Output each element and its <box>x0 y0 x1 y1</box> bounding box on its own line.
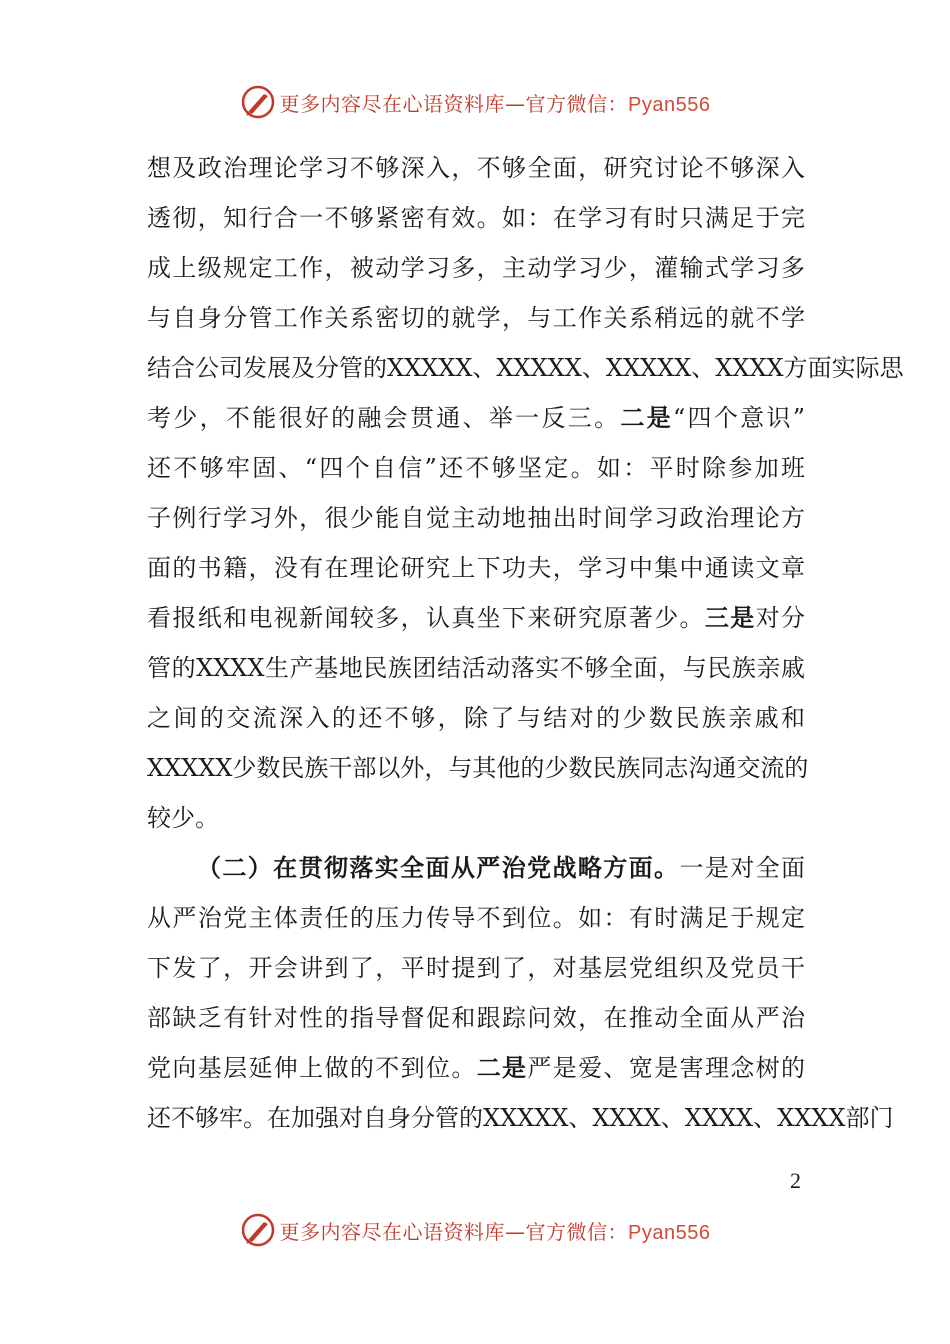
text-line: 还不够牢固、“四个自信”还不够坚定。如：平时除参加班 <box>147 454 805 482</box>
text-line: 较少。 <box>147 804 219 832</box>
banner-title: 更多内容尽在心语资料库—官方微信：Pyan556 <box>279 1219 711 1244</box>
text-line: 部缺乏有针对性的指导督促和跟踪问效，在推动全面从严治 <box>147 1004 805 1032</box>
text-line: 想及政治理论学习不够深入，不够全面，研究讨论不够深入 <box>147 154 805 182</box>
text-line: 看报纸和电视新闻较多，认真坐下来研究原著少。三是对分 <box>147 603 806 632</box>
emphasis-text: 二是 <box>620 403 673 432</box>
section-heading: （二）在贯彻落实全面从严治党战略方面。 <box>197 853 680 882</box>
text-line: 下发了，开会讲到了，平时提到了，对基层党组织及党员干 <box>147 954 805 982</box>
text-line: 与自身分管工作关系密切的就学，与工作关系稍远的就不学 <box>147 304 805 332</box>
text-line: 还不够牢。在加强对自身分管的XXXXX、XXXX、XXXX、XXXX部门 <box>147 1104 894 1132</box>
text-line: 党向基层延伸上做的不到位。二是严是爱、宽是害理念树的 <box>147 1053 806 1082</box>
text-line: 从严治党主体责任的压力传导不到位。如：有时满足于规定 <box>147 904 805 932</box>
pen-logo-icon <box>240 1212 276 1248</box>
text-line: 面的书籍，没有在理论研究上下功夫，学习中集中通读文章 <box>147 554 805 582</box>
pen-logo-icon <box>240 84 276 120</box>
emphasis-text: 二是 <box>476 1053 528 1082</box>
text-line: 结合公司发展及分管的XXXXX、XXXXX、XXXXX、XXXX方面实际思 <box>147 354 904 382</box>
text-line: 之间的交流深入的还不够，除了与结对的少数民族亲戚和 <box>147 704 805 732</box>
text-line: 成上级规定工作，被动学习多，主动学习少，灌输式学习多 <box>147 254 805 282</box>
footer-banner <box>0 1210 950 1250</box>
text-line: 透彻，知行合一不够紧密有效。如：在学习有时只满足于完 <box>147 204 805 232</box>
section-heading-line: （二）在贯彻落实全面从严治党战略方面。一是对全面 <box>197 853 806 882</box>
emphasis-text: 三是 <box>704 603 756 632</box>
banner-title: 更多内容尽在心语资料库—官方微信：Pyan556 <box>279 91 711 116</box>
text-line: 子例行学习外，很少能自觉主动地抽出时间学习政治理论方 <box>147 504 805 532</box>
text-line: 管的XXXX生产基地民族团结活动落实不够全面，与民族亲戚 <box>147 654 805 682</box>
document-body <box>147 143 904 1143</box>
text-line: XXXXX少数民族干部以外，与其他的少数民族同志沟通交流的 <box>147 754 809 782</box>
text-line: 考少，不能很好的融会贯通、举一反三。二是“四个意识” <box>147 403 806 432</box>
page-number: 2 <box>790 1168 801 1193</box>
header-banner <box>0 82 950 122</box>
